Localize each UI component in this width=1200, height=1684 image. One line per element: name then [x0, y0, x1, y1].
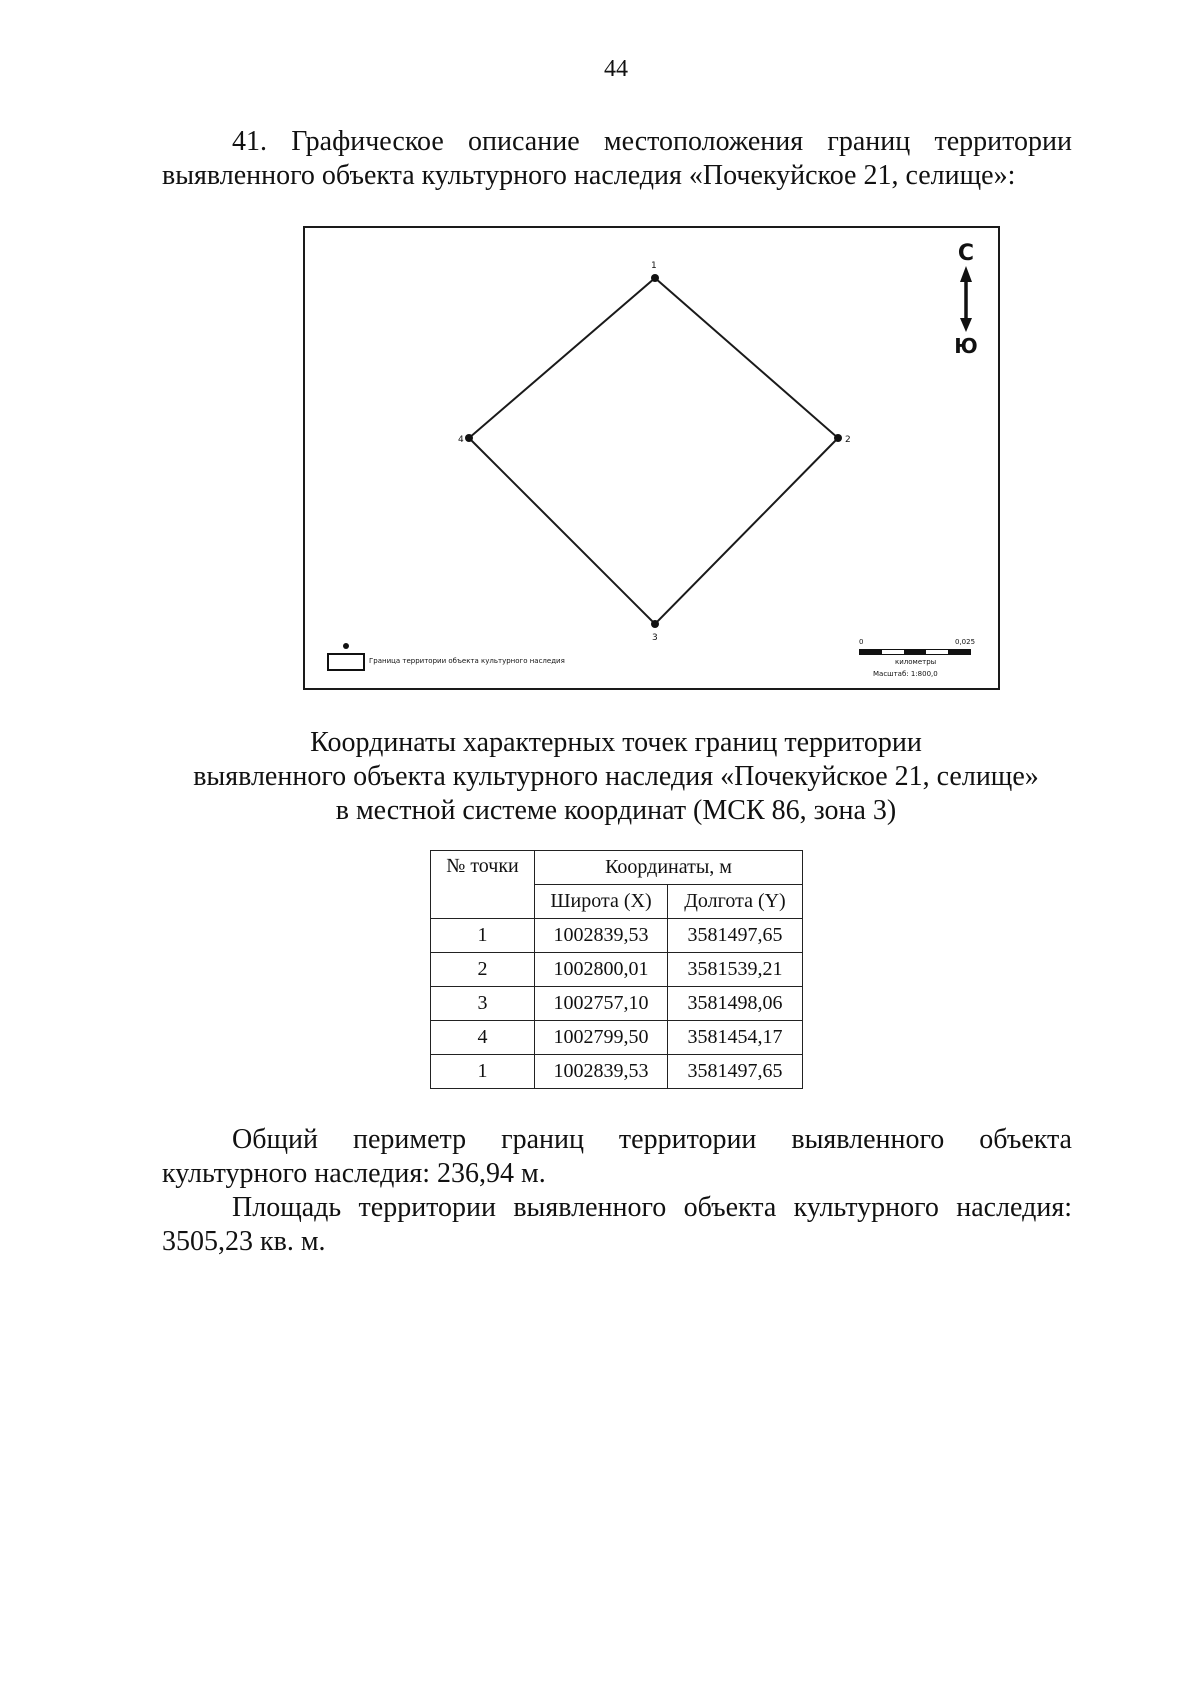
coordinates-table — [430, 850, 803, 1089]
cell-y: 3581497,65 — [668, 919, 803, 953]
cell-x: 1002800,01 — [535, 953, 668, 987]
area-paragraph: Площадь территории выявленного объекта культурного наследия: 3505,23 кв. м. — [162, 1192, 1072, 1257]
cell-point: 1 — [431, 1055, 535, 1089]
point-label-1: 1 — [651, 261, 657, 271]
coordinates-title — [0, 726, 1200, 828]
cell-y: 3581539,21 — [668, 953, 803, 987]
scale-bar — [857, 638, 977, 686]
header-longitude: Долгота (Y) — [668, 885, 803, 919]
section-heading: 41. Графическое описание местоположения границ территории выявленного объекта культурного наследия «Почекуйское 21, селище»: — [162, 126, 1072, 191]
page-number: 44 — [604, 56, 628, 82]
table-row — [431, 953, 803, 987]
cell-point: 4 — [431, 1021, 535, 1055]
coordinates-title-line-2: выявленного объекта культурного наследия «Почекуйское 21, селище» — [193, 761, 1039, 792]
cell-x: 1002839,53 — [535, 919, 668, 953]
scale-zero-label: 0 — [859, 638, 864, 646]
cell-y: 3581454,17 — [668, 1021, 803, 1055]
boundary-polygon — [469, 278, 838, 624]
north-label: С — [957, 241, 975, 266]
table-row — [431, 919, 803, 953]
boundary-map-drawing — [305, 228, 998, 688]
legend-point-symbol — [343, 643, 349, 649]
perimeter-paragraph: Общий периметр границ территории выявленного объекта культурного наследия: 236,94 м. — [162, 1124, 1072, 1189]
header-point: № точки — [431, 851, 535, 919]
cell-x: 1002799,50 — [535, 1021, 668, 1055]
table-row — [431, 1055, 803, 1089]
table-row — [431, 1021, 803, 1055]
scale-max-label: 0,025 — [955, 638, 976, 646]
north-arrow-icon — [954, 241, 977, 358]
boundary-point-3 — [651, 620, 659, 628]
coordinates-title-line-3: в местной системе координат (МСК 86, зона 3) — [335, 795, 897, 826]
cell-y: 3581498,06 — [668, 987, 803, 1021]
scale-unit-label: километры — [895, 658, 937, 666]
cell-point: 2 — [431, 953, 535, 987]
table-row — [431, 987, 803, 1021]
legend-label: Граница территории объекта культурного наследия — [369, 657, 565, 665]
point-label-4: 4 — [458, 435, 464, 445]
point-label-3: 3 — [652, 633, 658, 643]
south-label: Ю — [954, 334, 978, 358]
boundary-point-1 — [651, 274, 659, 282]
cell-x: 1002757,10 — [535, 987, 668, 1021]
summary — [162, 1123, 1072, 1259]
legend-boundary-symbol — [327, 653, 365, 671]
header-latitude: Широта (X) — [535, 885, 668, 919]
header-coordinates: Координаты, м — [535, 851, 803, 885]
boundary-map — [303, 226, 1000, 690]
cell-x: 1002839,53 — [535, 1055, 668, 1089]
boundary-point-4 — [465, 434, 473, 442]
cell-y: 3581497,65 — [668, 1055, 803, 1089]
cell-point: 3 — [431, 987, 535, 1021]
coordinates-title-line-1: Координаты характерных точек границ территории — [310, 727, 922, 758]
map-legend — [327, 643, 627, 677]
scale-bar-graphic — [859, 649, 971, 655]
scale-ratio-label: Масштаб: 1:800,0 — [873, 670, 938, 678]
boundary-point-2 — [834, 434, 842, 442]
point-label-2: 2 — [845, 435, 851, 445]
cell-point: 1 — [431, 919, 535, 953]
